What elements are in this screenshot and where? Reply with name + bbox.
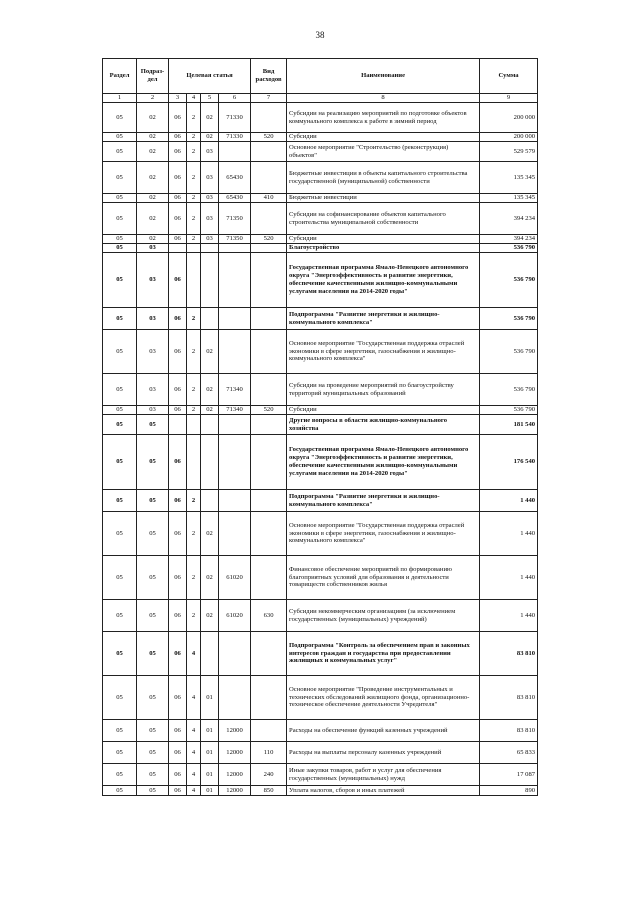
razdel-cell: 05 bbox=[103, 556, 137, 600]
header-podrazdel: Подраз-дел bbox=[137, 59, 169, 94]
name-cell: Бюджетные инвестиции bbox=[287, 194, 480, 203]
sum-cell: 536 790 bbox=[480, 253, 538, 308]
direction-cell: 12000 bbox=[219, 786, 251, 796]
podrazdel-cell: 05 bbox=[137, 786, 169, 796]
header-razdel: Раздел bbox=[103, 59, 137, 94]
razdel-cell: 05 bbox=[103, 103, 137, 133]
sum-cell: 181 540 bbox=[480, 415, 538, 435]
program-cell: 06 bbox=[169, 435, 187, 490]
event-cell: 03 bbox=[201, 142, 219, 162]
table-row bbox=[103, 786, 538, 796]
razdel-cell: 05 bbox=[103, 600, 137, 632]
direction-cell: 65430 bbox=[219, 194, 251, 203]
subprogram-cell bbox=[187, 435, 201, 490]
podrazdel-cell: 05 bbox=[137, 415, 169, 435]
name-cell: Бюджетные инвестиции в объекты капитального строительства государственной (муниципальной) собственности bbox=[287, 162, 480, 194]
razdel-cell: 05 bbox=[103, 435, 137, 490]
event-cell: 01 bbox=[201, 786, 219, 796]
event-cell: 02 bbox=[201, 374, 219, 406]
expense-type-cell bbox=[251, 244, 287, 253]
event-cell: 02 bbox=[201, 512, 219, 556]
razdel-cell: 05 bbox=[103, 374, 137, 406]
podrazdel-cell: 05 bbox=[137, 600, 169, 632]
direction-cell: 12000 bbox=[219, 742, 251, 764]
name-cell: Субсидии bbox=[287, 133, 480, 142]
name-cell: Иные закупки товаров, работ и услуг для обеспечения государственных (муниципальных) нужд bbox=[287, 764, 480, 786]
direction-cell bbox=[219, 244, 251, 253]
razdel-cell: 05 bbox=[103, 330, 137, 374]
program-cell: 06 bbox=[169, 676, 187, 720]
program-cell: 06 bbox=[169, 786, 187, 796]
podrazdel-cell: 03 bbox=[137, 406, 169, 415]
expense-type-cell: 520 bbox=[251, 133, 287, 142]
event-cell: 02 bbox=[201, 133, 219, 142]
podrazdel-cell: 02 bbox=[137, 103, 169, 133]
razdel-cell: 05 bbox=[103, 490, 137, 512]
subprogram-cell: 4 bbox=[187, 676, 201, 720]
razdel-cell: 05 bbox=[103, 742, 137, 764]
event-cell: 01 bbox=[201, 764, 219, 786]
direction-cell: 71340 bbox=[219, 374, 251, 406]
subprogram-cell: 2 bbox=[187, 600, 201, 632]
podrazdel-cell: 05 bbox=[137, 676, 169, 720]
expense-type-cell bbox=[251, 512, 287, 556]
name-cell: Подпрограмма "Развитие энергетики и жилищно-коммунального комплекса" bbox=[287, 490, 480, 512]
table-row bbox=[103, 330, 538, 374]
event-cell: 03 bbox=[201, 235, 219, 244]
subprogram-cell: 2 bbox=[187, 133, 201, 142]
table-row bbox=[103, 194, 538, 203]
event-cell bbox=[201, 308, 219, 330]
sum-cell: 536 790 bbox=[480, 374, 538, 406]
expense-type-cell bbox=[251, 308, 287, 330]
table-row bbox=[103, 406, 538, 415]
column-number: 1 bbox=[103, 94, 137, 103]
expense-type-cell bbox=[251, 203, 287, 235]
table-row bbox=[103, 632, 538, 676]
expense-type-cell: 630 bbox=[251, 600, 287, 632]
event-cell: 03 bbox=[201, 194, 219, 203]
table-row bbox=[103, 556, 538, 600]
column-number: 4 bbox=[187, 94, 201, 103]
subprogram-cell: 2 bbox=[187, 103, 201, 133]
razdel-cell: 05 bbox=[103, 676, 137, 720]
program-cell: 06 bbox=[169, 235, 187, 244]
sum-cell: 536 790 bbox=[480, 406, 538, 415]
name-cell: Субсидии bbox=[287, 235, 480, 244]
event-cell: 01 bbox=[201, 676, 219, 720]
expense-type-cell: 520 bbox=[251, 235, 287, 244]
program-cell: 06 bbox=[169, 512, 187, 556]
table-row bbox=[103, 142, 538, 162]
name-cell: Государственная программа Ямало-Ненецкого автономного округа "Энергоэффективность и развитие энергетики, обеспечение качественными жилищно-коммунальными услугами населения на 2014-2020 годы" bbox=[287, 435, 480, 490]
expense-type-cell bbox=[251, 103, 287, 133]
sum-cell: 176 540 bbox=[480, 435, 538, 490]
expense-type-cell bbox=[251, 330, 287, 374]
expense-type-cell bbox=[251, 374, 287, 406]
event-cell: 02 bbox=[201, 406, 219, 415]
column-number: 5 bbox=[201, 94, 219, 103]
sum-cell: 200 000 bbox=[480, 103, 538, 133]
expense-type-cell bbox=[251, 142, 287, 162]
program-cell: 06 bbox=[169, 253, 187, 308]
header-celevaya-statya: Целевая статья bbox=[169, 59, 251, 94]
table-row bbox=[103, 720, 538, 742]
event-cell bbox=[201, 632, 219, 676]
table-row bbox=[103, 235, 538, 244]
direction-cell: 71340 bbox=[219, 406, 251, 415]
direction-cell: 71330 bbox=[219, 103, 251, 133]
podrazdel-cell: 05 bbox=[137, 720, 169, 742]
direction-cell: 12000 bbox=[219, 720, 251, 742]
podrazdel-cell: 03 bbox=[137, 330, 169, 374]
sum-cell: 17 087 bbox=[480, 764, 538, 786]
subprogram-cell: 2 bbox=[187, 374, 201, 406]
name-cell: Уплата налогов, сборов и иных платежей bbox=[287, 786, 480, 796]
razdel-cell: 05 bbox=[103, 253, 137, 308]
column-number: 2 bbox=[137, 94, 169, 103]
subprogram-cell bbox=[187, 253, 201, 308]
name-cell: Расходы на выплаты персоналу казенных учреждений bbox=[287, 742, 480, 764]
name-cell: Основное мероприятие "Государственная поддержка отраслей экономики в сфере энергетики, газоснабжения и жилищно-коммунального комплекса" bbox=[287, 330, 480, 374]
column-number: 6 bbox=[219, 94, 251, 103]
direction-cell: 71350 bbox=[219, 235, 251, 244]
name-cell: Основное мероприятие "Проведение инструментальных и технических обследований жилищного фонда, организационно-техническое обеспечение деятельности Учредителя" bbox=[287, 676, 480, 720]
name-cell: Государственная программа Ямало-Ненецкого автономного округа "Энергоэффективность и развитие энергетики, обеспечение качественными жилищно-коммунальными услугами населения на 2014-2020 годы" bbox=[287, 253, 480, 308]
event-cell bbox=[201, 253, 219, 308]
podrazdel-cell: 05 bbox=[137, 512, 169, 556]
event-cell: 01 bbox=[201, 720, 219, 742]
subprogram-cell: 2 bbox=[187, 235, 201, 244]
subprogram-cell: 2 bbox=[187, 194, 201, 203]
name-cell: Субсидии некоммерческим организациям (за исключением государственных (муниципальных) учреждений) bbox=[287, 600, 480, 632]
subprogram-cell: 2 bbox=[187, 142, 201, 162]
expense-type-cell bbox=[251, 162, 287, 194]
subprogram-cell: 2 bbox=[187, 308, 201, 330]
razdel-cell: 05 bbox=[103, 720, 137, 742]
expense-type-cell: 410 bbox=[251, 194, 287, 203]
podrazdel-cell: 02 bbox=[137, 194, 169, 203]
razdel-cell: 05 bbox=[103, 764, 137, 786]
direction-cell bbox=[219, 435, 251, 490]
column-number-row bbox=[103, 94, 538, 103]
program-cell: 06 bbox=[169, 490, 187, 512]
name-cell: Основное мероприятие "Строительство (реконструкция) объектов" bbox=[287, 142, 480, 162]
program-cell: 06 bbox=[169, 308, 187, 330]
event-cell: 02 bbox=[201, 600, 219, 632]
table-row bbox=[103, 253, 538, 308]
name-cell: Благоустройство bbox=[287, 244, 480, 253]
direction-cell: 71350 bbox=[219, 203, 251, 235]
subprogram-cell: 2 bbox=[187, 203, 201, 235]
event-cell: 02 bbox=[201, 556, 219, 600]
direction-cell: 12000 bbox=[219, 764, 251, 786]
razdel-cell: 05 bbox=[103, 308, 137, 330]
program-cell: 06 bbox=[169, 142, 187, 162]
sum-cell: 1 440 bbox=[480, 556, 538, 600]
razdel-cell: 05 bbox=[103, 244, 137, 253]
program-cell: 06 bbox=[169, 632, 187, 676]
razdel-cell: 05 bbox=[103, 406, 137, 415]
expense-type-cell bbox=[251, 415, 287, 435]
podrazdel-cell: 03 bbox=[137, 244, 169, 253]
razdel-cell: 05 bbox=[103, 162, 137, 194]
razdel-cell: 05 bbox=[103, 235, 137, 244]
program-cell: 06 bbox=[169, 764, 187, 786]
podrazdel-cell: 02 bbox=[137, 142, 169, 162]
table-row bbox=[103, 490, 538, 512]
program-cell: 06 bbox=[169, 103, 187, 133]
podrazdel-cell: 02 bbox=[137, 235, 169, 244]
subprogram-cell: 2 bbox=[187, 406, 201, 415]
event-cell: 02 bbox=[201, 103, 219, 133]
sum-cell: 529 579 bbox=[480, 142, 538, 162]
razdel-cell: 05 bbox=[103, 512, 137, 556]
name-cell: Субсидии на проведение мероприятий по благоустройству территорий муниципальных образований bbox=[287, 374, 480, 406]
expense-type-cell: 850 bbox=[251, 786, 287, 796]
table-row bbox=[103, 764, 538, 786]
subprogram-cell: 4 bbox=[187, 720, 201, 742]
program-cell: 06 bbox=[169, 556, 187, 600]
sum-cell: 1 440 bbox=[480, 490, 538, 512]
event-cell: 01 bbox=[201, 742, 219, 764]
event-cell bbox=[201, 435, 219, 490]
event-cell bbox=[201, 415, 219, 435]
podrazdel-cell: 03 bbox=[137, 374, 169, 406]
sum-cell: 83 810 bbox=[480, 720, 538, 742]
direction-cell bbox=[219, 330, 251, 374]
subprogram-cell: 2 bbox=[187, 330, 201, 374]
program-cell: 06 bbox=[169, 194, 187, 203]
table-body bbox=[103, 103, 538, 796]
podrazdel-cell: 02 bbox=[137, 133, 169, 142]
direction-cell bbox=[219, 512, 251, 556]
name-cell: Финансовое обеспечение мероприятий по формированию благоприятных условий для образования и деятельности товариществ собственников жилья bbox=[287, 556, 480, 600]
sum-cell: 394 234 bbox=[480, 235, 538, 244]
program-cell: 06 bbox=[169, 133, 187, 142]
subprogram-cell: 4 bbox=[187, 742, 201, 764]
razdel-cell: 05 bbox=[103, 415, 137, 435]
table-row bbox=[103, 133, 538, 142]
table-row bbox=[103, 203, 538, 235]
program-cell bbox=[169, 415, 187, 435]
program-cell: 06 bbox=[169, 406, 187, 415]
expense-type-cell bbox=[251, 556, 287, 600]
expense-type-cell bbox=[251, 253, 287, 308]
table-row bbox=[103, 374, 538, 406]
razdel-cell: 05 bbox=[103, 194, 137, 203]
column-number: 8 bbox=[287, 94, 480, 103]
podrazdel-cell: 05 bbox=[137, 632, 169, 676]
sum-cell: 83 810 bbox=[480, 676, 538, 720]
razdel-cell: 05 bbox=[103, 786, 137, 796]
expense-type-cell bbox=[251, 435, 287, 490]
table-row bbox=[103, 308, 538, 330]
table-row bbox=[103, 742, 538, 764]
expense-type-cell bbox=[251, 720, 287, 742]
podrazdel-cell: 03 bbox=[137, 253, 169, 308]
sum-cell: 536 790 bbox=[480, 330, 538, 374]
program-cell: 06 bbox=[169, 600, 187, 632]
header-naimenovanie: Наименование bbox=[287, 59, 480, 94]
subprogram-cell bbox=[187, 415, 201, 435]
podrazdel-cell: 05 bbox=[137, 435, 169, 490]
sum-cell: 890 bbox=[480, 786, 538, 796]
subprogram-cell bbox=[187, 244, 201, 253]
program-cell: 06 bbox=[169, 203, 187, 235]
header-vid-rashodov: Вид расходов bbox=[251, 59, 287, 94]
expense-type-cell bbox=[251, 490, 287, 512]
podrazdel-cell: 03 bbox=[137, 308, 169, 330]
subprogram-cell: 2 bbox=[187, 490, 201, 512]
event-cell bbox=[201, 244, 219, 253]
sum-cell: 1 440 bbox=[480, 600, 538, 632]
table-row bbox=[103, 676, 538, 720]
razdel-cell: 05 bbox=[103, 142, 137, 162]
event-cell: 03 bbox=[201, 203, 219, 235]
name-cell: Подпрограмма "Развитие энергетики и жилищно-коммунального комплекса" bbox=[287, 308, 480, 330]
event-cell: 03 bbox=[201, 162, 219, 194]
table-row bbox=[103, 103, 538, 133]
subprogram-cell: 2 bbox=[187, 162, 201, 194]
sum-cell: 1 440 bbox=[480, 512, 538, 556]
program-cell: 06 bbox=[169, 374, 187, 406]
expense-type-cell: 520 bbox=[251, 406, 287, 415]
table-row bbox=[103, 435, 538, 490]
name-cell: Субсидии на реализацию мероприятий по подготовке объектов коммунального комплекса к работе в зимний период bbox=[287, 103, 480, 133]
podrazdel-cell: 05 bbox=[137, 490, 169, 512]
subprogram-cell: 4 bbox=[187, 764, 201, 786]
sum-cell: 200 000 bbox=[480, 133, 538, 142]
sum-cell: 536 790 bbox=[480, 244, 538, 253]
direction-cell bbox=[219, 632, 251, 676]
event-cell: 02 bbox=[201, 330, 219, 374]
subprogram-cell: 2 bbox=[187, 556, 201, 600]
name-cell: Расходы на обеспечение функций казенных учреждений bbox=[287, 720, 480, 742]
sum-cell: 394 234 bbox=[480, 203, 538, 235]
program-cell: 06 bbox=[169, 742, 187, 764]
column-number: 7 bbox=[251, 94, 287, 103]
name-cell: Другие вопросы в области жилищно-коммунального хозяйства bbox=[287, 415, 480, 435]
direction-cell bbox=[219, 415, 251, 435]
expense-type-cell: 240 bbox=[251, 764, 287, 786]
sum-cell: 135 345 bbox=[480, 194, 538, 203]
direction-cell: 71330 bbox=[219, 133, 251, 142]
direction-cell bbox=[219, 676, 251, 720]
table-row bbox=[103, 600, 538, 632]
program-cell: 06 bbox=[169, 330, 187, 374]
expense-type-cell bbox=[251, 632, 287, 676]
budget-table bbox=[102, 58, 538, 796]
direction-cell: 61020 bbox=[219, 556, 251, 600]
name-cell: Подпрограмма "Контроль за обеспечением прав и законных интересов граждан и государства при предоставлении жилищных и коммунальных услуг" bbox=[287, 632, 480, 676]
sum-cell: 83 810 bbox=[480, 632, 538, 676]
direction-cell bbox=[219, 490, 251, 512]
sum-cell: 135 345 bbox=[480, 162, 538, 194]
column-number: 3 bbox=[169, 94, 187, 103]
column-number: 9 bbox=[480, 94, 538, 103]
expense-type-cell: 110 bbox=[251, 742, 287, 764]
program-cell bbox=[169, 244, 187, 253]
table-row bbox=[103, 512, 538, 556]
direction-cell bbox=[219, 142, 251, 162]
sum-cell: 65 833 bbox=[480, 742, 538, 764]
podrazdel-cell: 05 bbox=[137, 556, 169, 600]
direction-cell: 65430 bbox=[219, 162, 251, 194]
page-number: 38 bbox=[315, 30, 325, 40]
razdel-cell: 05 bbox=[103, 203, 137, 235]
subprogram-cell: 4 bbox=[187, 632, 201, 676]
table-row bbox=[103, 162, 538, 194]
name-cell: Субсидии на софинансирование объектов капитального строительства муниципальной собственности bbox=[287, 203, 480, 235]
podrazdel-cell: 05 bbox=[137, 764, 169, 786]
name-cell: Субсидии bbox=[287, 406, 480, 415]
program-cell: 06 bbox=[169, 720, 187, 742]
name-cell: Основное мероприятие "Государственная поддержка отраслей экономики в сфере энергетики, газоснабжения и жилищно-коммунального комплекса" bbox=[287, 512, 480, 556]
direction-cell bbox=[219, 308, 251, 330]
expense-type-cell bbox=[251, 676, 287, 720]
program-cell: 06 bbox=[169, 162, 187, 194]
table-row bbox=[103, 415, 538, 435]
subprogram-cell: 2 bbox=[187, 512, 201, 556]
razdel-cell: 05 bbox=[103, 632, 137, 676]
direction-cell: 61020 bbox=[219, 600, 251, 632]
direction-cell bbox=[219, 253, 251, 308]
podrazdel-cell: 02 bbox=[137, 203, 169, 235]
table-row bbox=[103, 244, 538, 253]
sum-cell: 536 790 bbox=[480, 308, 538, 330]
razdel-cell: 05 bbox=[103, 133, 137, 142]
event-cell bbox=[201, 490, 219, 512]
header-summa: Сумма bbox=[480, 59, 538, 94]
podrazdel-cell: 05 bbox=[137, 742, 169, 764]
subprogram-cell: 4 bbox=[187, 786, 201, 796]
podrazdel-cell: 02 bbox=[137, 162, 169, 194]
